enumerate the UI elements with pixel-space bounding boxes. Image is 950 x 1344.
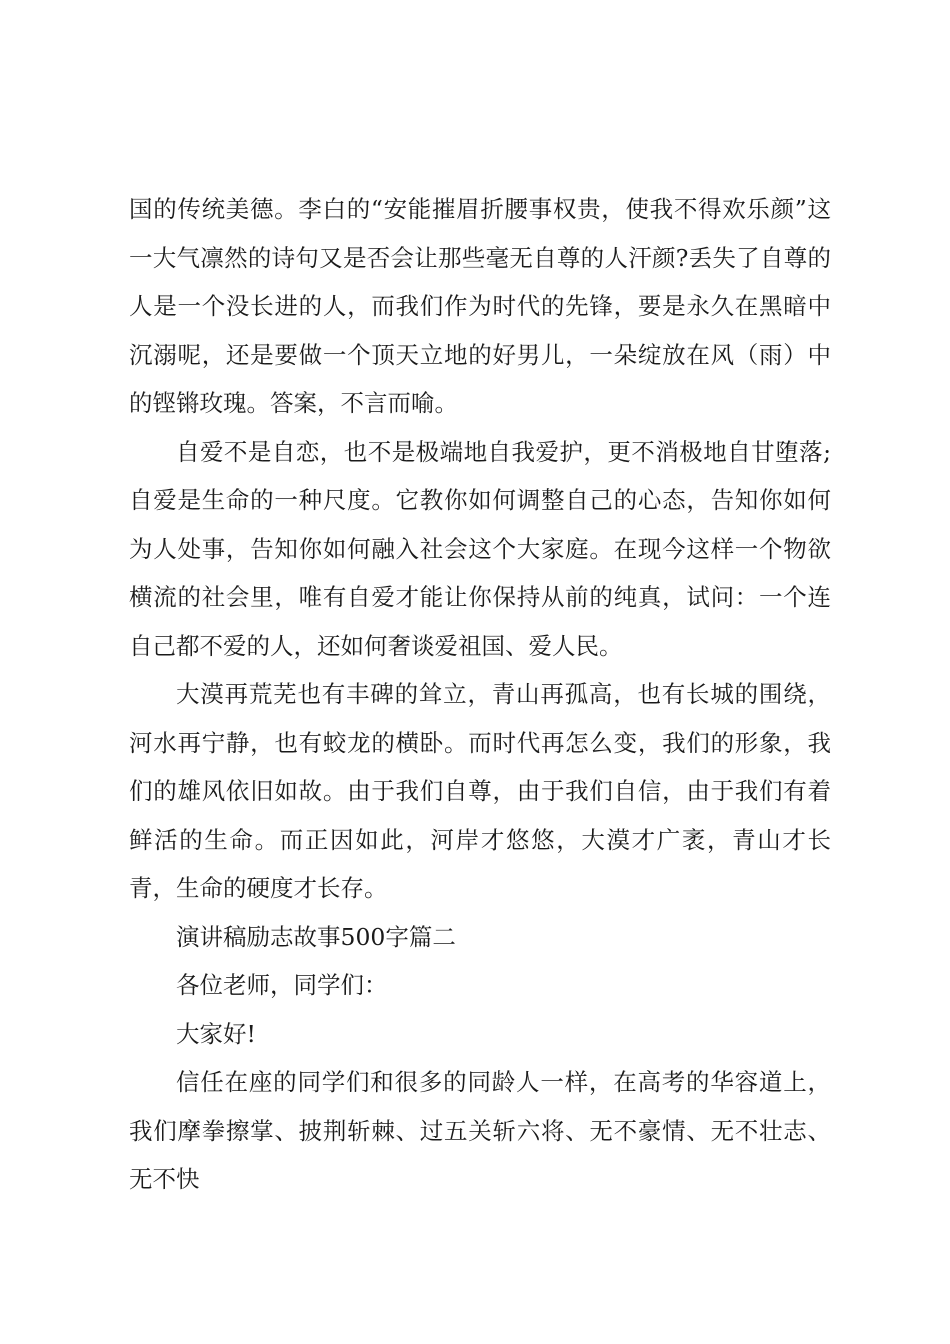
greeting: 大家好! (176, 1019, 256, 1048)
salutation: 各位老师，同学们： (176, 971, 388, 999)
section-heading: 演讲稿励志故事500字篇二 (176, 922, 456, 951)
document-body (129, 185, 831, 1204)
paragraph-continuation: 国的传统美德。李白的“安能摧眉折腰事权贵，使我不得欢乐颜”这一大气凛然的诗句又是否会让那些毫无自尊的人汗颜?丢失了自尊的人是一个没长进的人，而我们作为时代的先锋，要是永久在黑暗中沉溺呢，还是要做一个顶天立地的好男儿，一朵绽放在风（雨）中的铿锵玫瑰。答案，不言而喻。 (129, 195, 831, 417)
paragraph-self-love: 自爱不是自恋，也不是极端地自我爱护，更不消极地自甘堕落;自爱是生命的一种尺度。它教你如何调整自己的心态，告知你如何为人处事，告知你如何融入社会这个大家庭。在现今这样一个物欲横流的社会里，唯有自爱才能让你保持从前的纯真，试问：一个连自己都不爱的人，还如何奢谈爱祖国、爱人民。 (129, 437, 831, 660)
paragraph-exam: 信任在座的同学们和很多的同龄人一样，在高考的华容道上，我们摩拳擦掌、披荆斩棘、过五关斩六将、无不豪情、无不壮志、无不快 (129, 1068, 831, 1193)
paragraph-desert: 大漠再荒芜也有丰碑的耸立，青山再孤高，也有长城的围绕，河水再宁静，也有蛟龙的横卧。而时代再怎么变，我们的形象，我们的雄风依旧如故。由于我们自尊，由于我们自信，由于我们有着鲜活的生命。而正因如此，河岸才悠悠，大漠才广袤，青山才长青，生命的硬度才长存。 (129, 680, 831, 902)
